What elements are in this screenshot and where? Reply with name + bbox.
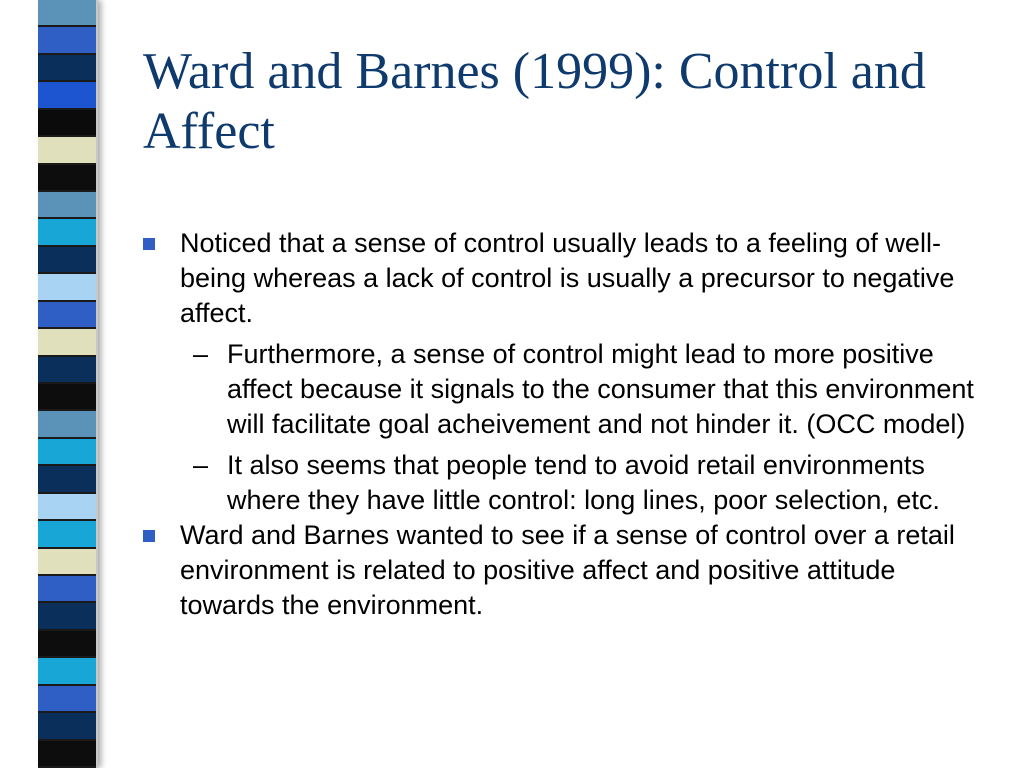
stripe-block	[38, 357, 96, 382]
stripe-block	[38, 411, 96, 436]
stripe-block	[38, 165, 96, 190]
stripe-block	[38, 302, 96, 327]
sub-bullet-text: It also seems that people tend to avoid retail environments where they have little control: long lines, poor selection, etc.	[227, 450, 940, 515]
stripe-block	[38, 137, 96, 162]
stripe-block	[38, 658, 96, 683]
stripe-block	[38, 549, 96, 574]
slide-title: Ward and Barnes (1999): Control and Affect	[143, 43, 926, 160]
stripe-block	[38, 0, 96, 25]
bullet-item	[143, 226, 993, 331]
stripe-block	[38, 192, 96, 217]
stripe-block	[38, 521, 96, 546]
square-bullet-icon	[143, 530, 155, 542]
bullet-item	[143, 518, 993, 623]
stripe-block	[38, 631, 96, 656]
stripe-block	[38, 329, 96, 354]
bullet-text: Ward and Barnes wanted to see if a sense of control over a retail environment is related to positive affect and positive attitude towards the environment.	[180, 520, 955, 620]
stripe-block	[38, 247, 96, 272]
stripe-block	[38, 439, 96, 464]
stripe-block	[38, 741, 96, 766]
stripe-block	[38, 384, 96, 409]
stripe-block	[38, 603, 96, 628]
slide-body	[143, 226, 993, 623]
stripe-block	[38, 713, 96, 738]
bullet-text: Noticed that a sense of control usually leads to a feeling of well-being whereas a lack of control is usually a precursor to negative affect.	[180, 228, 955, 328]
sub-bullet-text: Furthermore, a sense of control might lead to more positive affect because it signals to the consumer that this environment will facilitate goal acheivement and not hinder it. (OCC model)	[227, 339, 974, 439]
stripe-block	[38, 219, 96, 244]
stripe-block	[38, 274, 96, 299]
stripe-block	[38, 110, 96, 135]
stripe-block	[38, 82, 96, 107]
stripe-block	[38, 55, 96, 80]
stripe-block	[38, 494, 96, 519]
decorative-stripe	[38, 0, 96, 768]
sub-bullet-item	[193, 337, 993, 442]
stripe-block	[38, 466, 96, 491]
square-bullet-icon	[143, 238, 155, 250]
stripe-block	[38, 686, 96, 711]
dash-icon: –	[193, 450, 209, 480]
dash-icon: –	[193, 339, 209, 369]
stripe-block	[38, 576, 96, 601]
sub-bullet-item	[193, 448, 993, 518]
stripe-block	[38, 27, 96, 52]
